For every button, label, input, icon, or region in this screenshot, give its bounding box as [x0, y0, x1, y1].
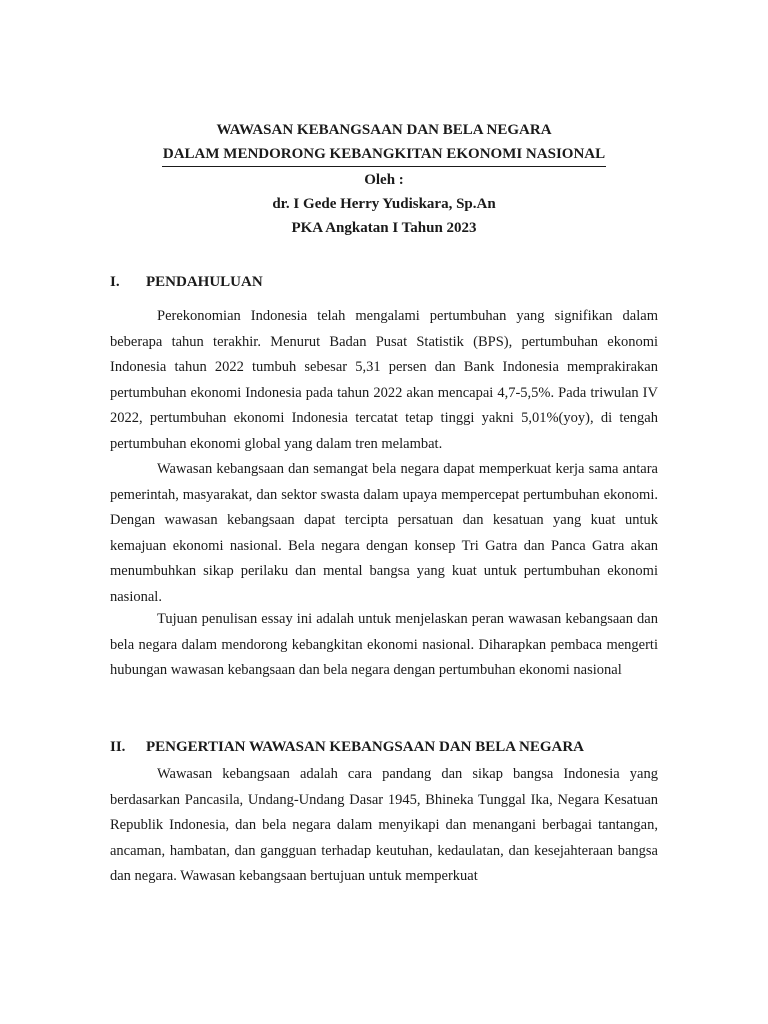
section-number: II.	[110, 739, 126, 755]
section-title: PENGERTIAN WAWASAN KEBANGSAAN DAN BELA NEGARA	[146, 739, 585, 755]
author-name: dr. I Gede Herry Yudiskara, Sp.An	[272, 196, 496, 212]
paragraph: Wawasan kebangsaan dan semangat bela negara dapat memperkuat kerja sama antara pemerintah, masyarakat, dan sektor swasta dalam upaya mempercepat pertumbuhan ekonomi. Dengan wawasan kebangsaan dapat tercipta persatuan dan kesatuan yang kuat untuk kemajuan ekonomi nasional. Bela negara dengan konsep Tri Gatra dan Panca Gatra akan menumbuhkan sikap perilaku dan mental bangsa yang kuat untuk pertumbuhan ekonomi nasional.	[110, 461, 658, 605]
document-title-line-1: WAWASAN KEBANGSAAN DAN BELA NEGARA	[216, 122, 552, 138]
document-title-line-2-wrap	[0, 142, 768, 168]
paragraph: Perekonomian Indonesia telah mengalami pertumbuhan yang signifikan dalam beberapa tahun terakhir. Menurut Badan Pusat Statistik (BPS), pertumbuhan ekonomi Indonesia tahun 2022 tumbuh sebesar 5,31 persen dan Bank Indonesia memprakirakan pertumbuhan ekonomi Indonesia pada tahun 2022 akan mencapai 4,7-5,5%. Pada triwulan IV 2022, pertumbuhan ekonomi Indonesia tercatat tetap tinggi yakni 5,01%(yoy), di tengah pertumbuhan ekonomi global yang dalam tren melambat.	[110, 308, 658, 452]
paragraph: Wawasan kebangsaan adalah cara pandang dan sikap bangsa Indonesia yang berdasarkan Pancasila, Undang-Undang Dasar 1945, Bhineka Tunggal Ika, Negara Kesatuan Republik Indonesia, dan bela negara dalam menyikapi dan menangani berbagai tantangan, ancaman, hambatan, dan gangguan terhadap keutuhan, kedaulatan, dan kesejahteraan bangsa dan negara. Wawasan kebangsaan bertujuan untuk memperkuat	[110, 766, 658, 884]
section-title: PENDAHULUAN	[146, 274, 263, 290]
section-heading-1	[110, 272, 263, 292]
section-number: I.	[110, 274, 120, 290]
section-heading-2	[110, 737, 584, 757]
document-title-block	[0, 118, 768, 240]
paragraph: Tujuan penulisan essay ini adalah untuk menjelaskan peran wawasan kebangsaan dan bela negara dalam mendorong kebangkitan ekonomi nasional. Diharapkan pembaca mengerti hubungan wawasan kebangsaan dan bela negara dengan pertumbuhan ekonomi nasional	[110, 611, 658, 678]
document-title-line-2: DALAM MENDORONG KEBANGKITAN EKONOMI NASIONAL	[162, 142, 606, 167]
author-affiliation: PKA Angkatan I Tahun 2023	[291, 220, 477, 236]
author-by-label: Oleh :	[364, 172, 404, 188]
